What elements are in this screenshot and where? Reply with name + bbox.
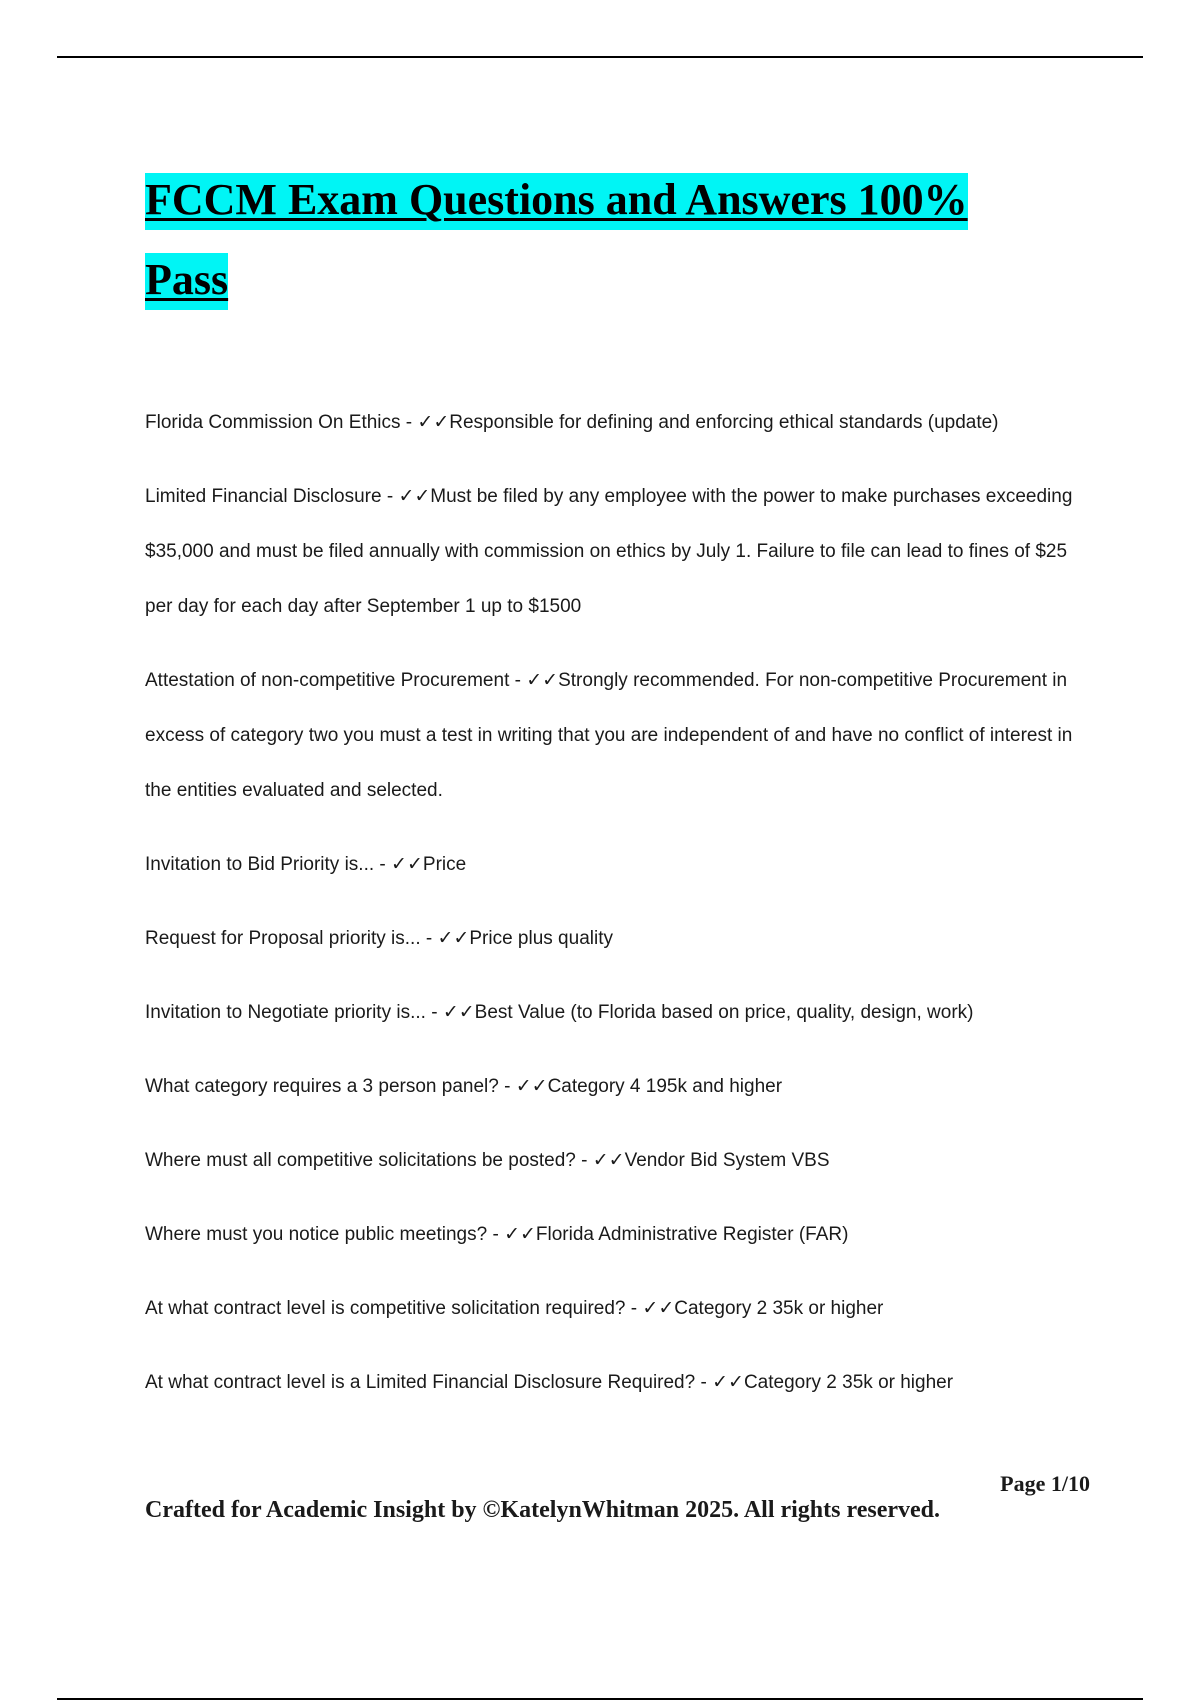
check-icon: ✓✓ (437, 928, 470, 949)
question-text: At what contract level is a Limited Financial Disclosure Required? (145, 1372, 696, 1393)
answer-text: Category 2 35k or higher (674, 1298, 884, 1319)
question-text: Florida Commission On Ethics (145, 412, 401, 433)
check-icon: ✓✓ (398, 486, 431, 507)
check-icon: ✓✓ (442, 1002, 475, 1023)
qa-item: At what contract level is a Limited Financial Disclosure Required? - ✓✓Category 2 35k or higher (145, 1372, 954, 1393)
question-text: What category requires a 3 person panel? (145, 1076, 499, 1097)
check-icon: ✓✓ (391, 854, 423, 875)
qa-item: What category requires a 3 person panel? - ✓✓Category 4 195k and higher (145, 1076, 783, 1097)
qa-item: Where must you notice public meetings? - ✓✓Florida Administrative Register (FAR) (145, 1224, 849, 1245)
question-text: Invitation to Negotiate priority is... (145, 1002, 426, 1023)
question-text: Attestation of non-competitive Procurement (145, 670, 510, 691)
answer-text: Strongly recommended. For non-competitive Procurement in excess of category two you must a test in writing that you are independent of and have no conflict of interest in the entities evaluated and selected. (145, 670, 1073, 801)
check-icon: ✓✓ (712, 1372, 744, 1393)
page-number: Page 1/10 (1000, 1471, 1090, 1496)
qa-item: Request for Proposal priority is... - ✓✓Price plus quality (145, 928, 613, 949)
qa-item: Attestation of non-competitive Procurement - ✓✓Strongly recommended. For non-competitive Procurement in excess of category two you must a test in writing that you are independent of and have no conflict of interest in the entities evaluated and selected. (145, 670, 1073, 801)
title-line-2: Pass (145, 240, 1105, 320)
answer-text: Florida Administrative Register (FAR) (535, 1224, 849, 1245)
qa-item: Where must all competitive solicitations be posted? - ✓✓Vendor Bid System VBS (145, 1150, 830, 1171)
check-icon: ✓✓ (504, 1224, 536, 1245)
check-icon: ✓✓ (417, 412, 450, 433)
qa-item: Invitation to Bid Priority is... - ✓✓Price (145, 854, 467, 875)
answer-text: Must be filed by any employee with the power to make purchases exceeding $35,000 and must be filed annually with commission on ethics by July 1. Failure to file can lead to fines of $25 per day for each day after September 1 up to $1500 (145, 486, 1073, 617)
answer-text: Category 4 195k and higher (547, 1076, 783, 1097)
copyright-notice: Crafted for Academic Insight by ©KatelynWhitman 2025. All rights reserved. (145, 1497, 940, 1523)
question-text: Request for Proposal priority is... (145, 928, 421, 949)
top-divider (57, 56, 1143, 58)
answer-text: Responsible for defining and enforcing ethical standards (update) (449, 412, 999, 433)
answer-text: Vendor Bid System VBS (624, 1150, 830, 1171)
question-text: At what contract level is competitive solicitation required? (145, 1298, 626, 1319)
check-icon: ✓✓ (642, 1298, 675, 1319)
check-icon: ✓✓ (526, 670, 559, 691)
answer-text: Best Value (to Florida based on price, quality, design, work) (474, 1002, 974, 1023)
question-text: Where must all competitive solicitations be posted? (145, 1150, 576, 1171)
answer-text: Category 2 35k or higher (743, 1372, 954, 1393)
answer-text: Price plus quality (469, 928, 613, 949)
question-text: Where must you notice public meetings? (145, 1224, 488, 1245)
qa-list (145, 395, 1085, 1429)
title-line-1: FCCM Exam Questions and Answers 100% (145, 160, 1105, 240)
question-text: Invitation to Bid Priority is... (145, 854, 375, 875)
qa-item: Limited Financial Disclosure - ✓✓Must be filed by any employee with the power to make purchases exceeding $35,000 and must be filed annually with commission on ethics by July 1. Failure to file can lead to fines of $25 per day for each day after September 1 up to $1500 (145, 486, 1073, 617)
answer-text: Price (422, 854, 467, 875)
check-icon: ✓✓ (515, 1076, 548, 1097)
document-title (145, 160, 1105, 320)
qa-item: Florida Commission On Ethics - ✓✓Responsible for defining and enforcing ethical standards (update) (145, 412, 999, 433)
check-icon: ✓✓ (592, 1150, 625, 1171)
question-text: Limited Financial Disclosure (145, 486, 382, 507)
qa-item: Invitation to Negotiate priority is... - ✓✓Best Value (to Florida based on price, quality, design, work) (145, 1002, 974, 1023)
page-footer (145, 1470, 1090, 1525)
qa-item: At what contract level is competitive solicitation required? - ✓✓Category 2 35k or higher (145, 1298, 884, 1319)
